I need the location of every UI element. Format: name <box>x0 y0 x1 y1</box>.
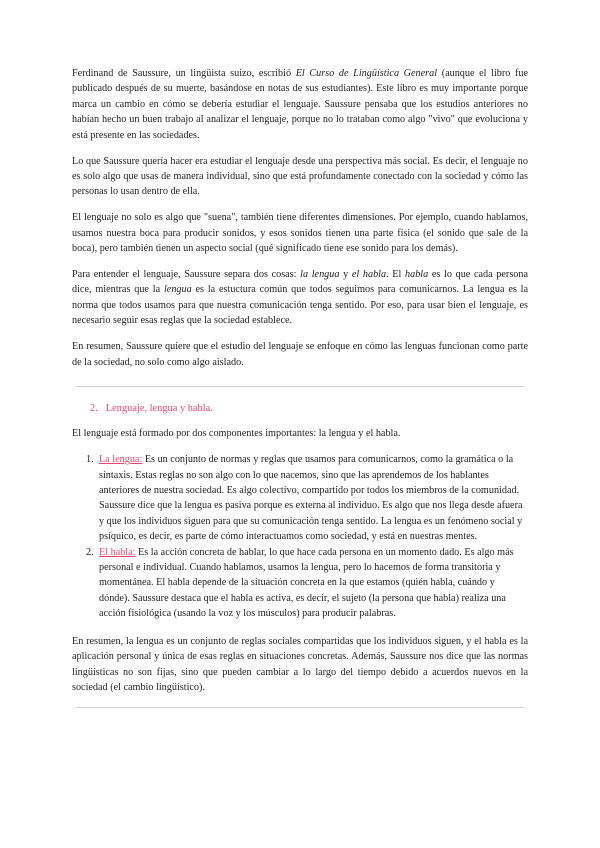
section-title: Lenguaje, lengua y habla. <box>105 402 213 414</box>
section-number: 2. <box>90 402 98 414</box>
section-heading <box>90 401 528 416</box>
intro-p1-before: Ferdinand de Saussure, un lingüista suizo, escribió <box>72 68 296 79</box>
habla-definition: Es la acción concreta de hablar, lo que hace cada persona en un momento dado. Es algo más personal e individual. Cuando hablamos, usamos la lengua, pero lo hacemos de forma transitoria y momentánea. El habla depende de la situación concreta en la que estamos (quién habla, cuándo y dónde). Saussure destaca que el habla es activa, es decir, el sujeto (la persona que habla) realiza una acción fisiológica (usando la voz y los músculos) para producir palabras. <box>99 546 514 620</box>
lengua-term-link[interactable]: La lengua: <box>99 454 143 466</box>
document-page <box>72 66 528 722</box>
horizontal-divider-bottom <box>76 707 524 708</box>
definitions-list <box>72 452 528 621</box>
intro-paragraph-3: El lenguaje no solo es algo que "suena", también tiene diferentes dimensiones. Por ejemplo, cuando hablamos, usamos nuestra boca para producir sonidos, y esos sonidos tienen una parte física (el sonido que sale de la boca), pero también tienen un aspecto social (qué significado tiene ese sonido para los demás). <box>72 212 528 255</box>
intro-p4-t1: Para entender el lenguaje, Saussure separa dos cosas: <box>72 268 301 280</box>
intro-p4-t4: es la estuctura común que todos seguimos para comunicarnos. La lengua es la norma que todos usamos para que nuestra comunicación tenga sentido. Por eso, para usar bien el lenguaje, es necesario seguir esas reglas que la sociedad establece. <box>72 284 529 327</box>
lengua-definition: Es un conjunto de normas y reglas que usamos para comunicarnos, como la gramática o la sintaxis. Estas reglas no son algo con lo que nacemos, sino que las aprendemos de los hablantes anteriores de nuestra sociedad. Es algo colectivo, compartido por todos los miembros de la comunidad. Saussure dice que la lengua es pasiva porque es externa al individuo. Es algo que nos llega desde afuera y que los individuos siguen para que su comunicación tenga sentido. La lengua es un fenómeno social y psíquico, es decir, es parte de cómo interactuamos como sociedad, y está en nuestras mentes. <box>99 454 523 543</box>
intro-p4-t3: es lo que cada persona dice, mientras que la <box>72 268 528 296</box>
intro-p1-after: (aunque el libro fue publicado después de su muerte, basándose en notas de sus estudiantes). Este libro es muy importante porque marca un cambio en cómo se debería estudiar el lenguaje. Saussure pensaba que los estudios anteriores no habían hecho un buen trabajo al analizar el lenguaje, porque no lo trataban como algo "vivo" que evoluciona y está presente en las sociedades. <box>72 68 529 141</box>
list-marker: 2. <box>86 546 94 558</box>
habla-word-italic: habla <box>405 268 429 280</box>
list-item-lengua <box>72 452 528 544</box>
intro-paragraph-4 <box>72 267 528 329</box>
list-marker: 1. <box>86 454 94 466</box>
habla-term-italic: el habla <box>351 268 387 280</box>
list-item-habla <box>72 545 528 622</box>
section-summary: En resumen, la lengua es un conjunto de reglas sociales compartidas que los individuos siguen, y el habla es la aplicación personal y única de esas reglas en situaciones concretas. Además, Saussure nos dice que las normas lingüísticas no son fijas, sino que pueden cambiar a lo largo del tiempo debido a acuerdos nuevos en la sociedad (el cambio lingüístico). <box>72 635 528 693</box>
intro-paragraph-5: En resumen, Saussure quiere que el estudio del lenguaje se enfoque en cómo las lenguas funcionan como parte de la sociedad, no solo como algo aislado. <box>72 341 528 368</box>
intro-p4-y: y <box>339 268 352 280</box>
intro-p4-t2: . El <box>386 268 406 280</box>
lengua-word-italic: lengua <box>163 284 192 296</box>
section-intro: El lenguaje está formado por dos componentes importantes: la lengua y el habla. <box>72 428 401 440</box>
intro-paragraph-2: Lo que Saussure quería hacer era estudiar el lenguaje desde una perspectiva más social. Es decir, el lenguaje no es solo algo que usas de manera individual, sino que está profundamente conectado con la sociedad y cómo las personas lo usan dentro de ella. <box>72 155 528 198</box>
habla-term-link[interactable]: El habla: <box>99 546 136 558</box>
intro-paragraph-1 <box>72 66 528 143</box>
lengua-term-italic: la lengua <box>300 268 340 280</box>
book-title: El Curso de Lingüística General <box>295 68 438 79</box>
horizontal-divider <box>76 386 524 387</box>
